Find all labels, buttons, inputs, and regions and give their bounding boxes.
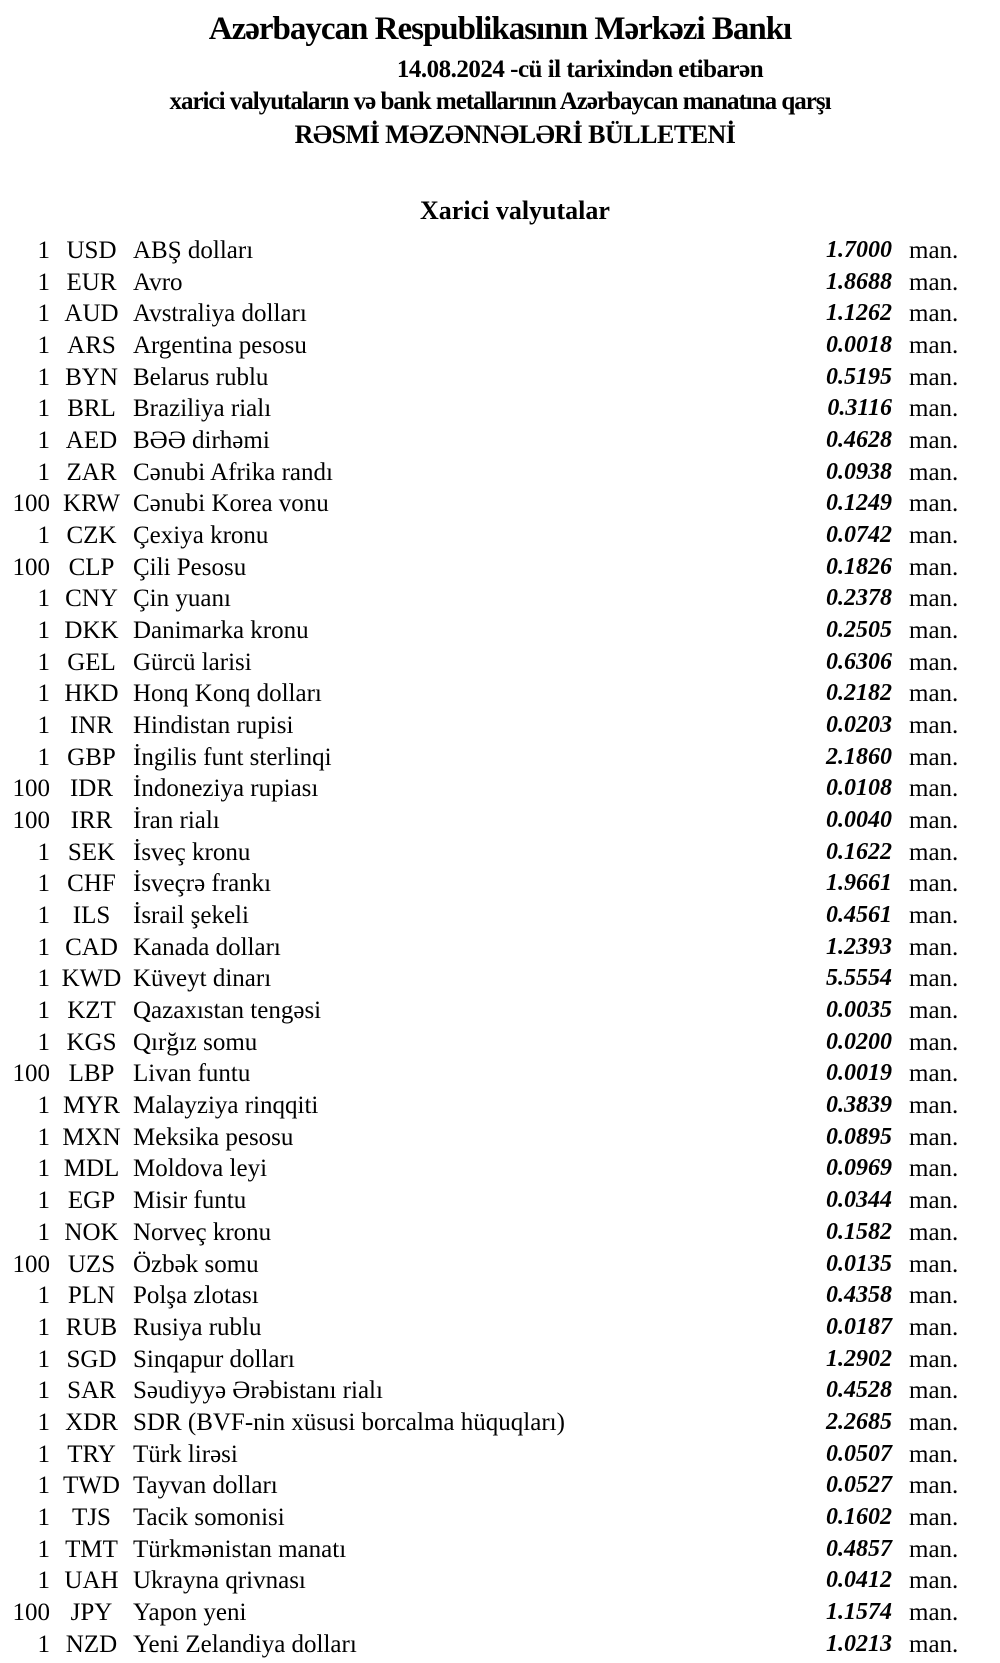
rate-value: 0.0035 [826,997,892,1024]
rate-row [0,1058,1000,1090]
rate-row [0,1090,1000,1122]
rate-value: 0.0344 [826,1187,892,1214]
currency-code: BRL [67,395,116,423]
rate-unit: man. [909,1282,959,1310]
currency-name: BƏƏ dirhəmi [133,427,270,455]
currency-name: Tacik somonisi [133,1503,285,1531]
rate-row [0,488,1000,520]
rate-row [0,1217,1000,1249]
currency-name: Honq Konq dolları [133,680,322,708]
currency-code: TRY [67,1440,116,1468]
rate-row [0,1565,1000,1597]
currency-code: MYR [63,1092,120,1120]
rate-row [0,457,1000,489]
currency-name: Qırğız somu [133,1028,258,1056]
rate-row [0,710,1000,742]
rate-unit: man. [909,395,959,423]
currency-code: RUB [65,1313,118,1341]
rate-row [0,1375,1000,1407]
rate-value: 0.3839 [826,1092,892,1119]
rate-unit: man. [909,870,959,898]
rate-unit: man. [909,933,959,961]
rate-value: 0.0135 [826,1250,892,1277]
currency-name: Çexiya kronu [133,522,269,550]
rate-value: 0.1249 [826,490,892,517]
currency-code: MDL [63,1155,120,1183]
bulletin-header [0,0,1000,151]
bank-title: Azərbaycan Respublikasının Mərkəzi Bankı [208,11,792,47]
rate-value: 0.0507 [826,1440,892,1467]
rate-value: 0.1602 [826,1503,892,1530]
currency-name: İsveç kronu [133,838,251,866]
rate-value: 0.0108 [826,775,892,802]
rate-unit: man. [909,680,959,708]
rate-quantity: 1 [37,965,50,993]
currency-name: İsrail şekeli [133,902,249,930]
currency-name: Livan funtu [133,1060,251,1088]
rate-row [0,773,1000,805]
rate-unit: man. [909,1250,959,1278]
rate-row [0,678,1000,710]
currency-code: XDR [65,1408,118,1436]
rate-value: 0.0938 [826,458,892,485]
rate-value: 2.2685 [826,1408,892,1435]
currency-name: Avro [133,268,183,296]
currency-name: Moldova leyi [133,1155,268,1183]
rate-value: 0.2182 [826,680,892,707]
currency-code: CAD [65,933,118,961]
rate-unit: man. [909,300,959,328]
rate-unit: man. [909,268,959,296]
currency-code: BYN [65,363,118,391]
rate-unit: man. [909,1028,959,1056]
currency-name: Yeni Zelandiya dolları [133,1630,357,1658]
currency-name: Ukrayna qrivnası [133,1567,306,1595]
currency-code: ILS [72,902,111,930]
rate-unit: man. [909,807,959,835]
rates-table [0,235,1000,1660]
rate-unit: man. [909,1598,959,1626]
rate-unit: man. [909,1630,959,1658]
rate-value: 5.5554 [826,965,892,992]
rate-row [0,1439,1000,1471]
rate-quantity: 1 [37,1472,50,1500]
rate-quantity: 1 [37,363,50,391]
rate-value: 0.4528 [826,1377,892,1404]
currency-name: Küveyt dinarı [133,965,272,993]
rate-row [0,552,1000,584]
currency-code: TWD [63,1472,120,1500]
rate-row [0,1629,1000,1661]
rate-row [0,1502,1000,1534]
rate-unit: man. [909,1535,959,1563]
rate-quantity: 1 [37,585,50,613]
rate-row [0,900,1000,932]
rate-row [0,932,1000,964]
rate-unit: man. [909,522,959,550]
currency-code: ARS [67,332,116,360]
rate-row [0,583,1000,615]
rate-unit: man. [909,1408,959,1436]
rate-value: 0.2378 [826,585,892,612]
rate-quantity: 1 [37,1377,50,1405]
currency-code: GBP [67,743,116,771]
rate-quantity: 1 [37,1092,50,1120]
rate-unit: man. [909,363,959,391]
rate-unit: man. [909,1567,959,1595]
rate-row [0,1153,1000,1185]
currency-code: LBP [68,1060,115,1088]
currency-name: Hindistan rupisi [133,712,294,740]
currency-name: Gürcü larisi [133,648,252,676]
currency-code: CZK [66,522,117,550]
rate-unit: man. [909,1155,959,1183]
rate-value: 0.0412 [826,1567,892,1594]
rate-unit: man. [909,1503,959,1531]
rate-quantity: 1 [37,1218,50,1246]
rate-unit: man. [909,648,959,676]
rate-row [0,1534,1000,1566]
rate-value: 1.7000 [826,237,892,263]
rate-value: 1.1262 [826,300,892,327]
rate-quantity: 1 [37,1630,50,1658]
currency-name: Polşa zlotası [133,1282,259,1310]
rate-row [0,1249,1000,1281]
rate-quantity: 1 [37,458,50,486]
currency-name: Çin yuanı [133,585,231,613]
currency-name: Norveç kronu [133,1218,272,1246]
rate-quantity: 1 [37,1503,50,1531]
rate-quantity: 1 [37,332,50,360]
rate-quantity: 1 [37,617,50,645]
currency-code: INR [69,712,114,740]
rate-row [0,425,1000,457]
currency-name: Səudiyyə Ərəbistanı rialı [133,1377,383,1405]
currency-code: KWD [61,965,122,993]
currency-code: SGD [66,1345,117,1373]
rate-value: 0.0040 [826,807,892,834]
currency-name: Belarus rublu [133,363,269,391]
rate-unit: man. [909,553,959,581]
currency-name: Malayziya rinqqiti [133,1092,319,1120]
rate-quantity: 1 [37,933,50,961]
rate-value: 1.2902 [826,1345,892,1372]
rate-row [0,1597,1000,1629]
rate-quantity: 1 [37,902,50,930]
currency-code: NOK [64,1218,119,1246]
rate-row [0,1122,1000,1154]
bulletin-subtitle: xarici valyutaların və bank metallarının Azərbaycan manatına qarşı [169,88,831,115]
bulletin-title: RƏSMİ MƏZƏNNƏLƏRİ BÜLLETENİ [294,120,736,149]
effective-date-line: 14.08.2024 -cü il tarixindən etibarən [396,56,764,83]
rate-value: 0.0187 [826,1313,892,1340]
rate-value: 0.0019 [826,1060,892,1087]
rate-quantity: 1 [37,1345,50,1373]
rate-unit: man. [909,332,959,360]
rate-unit: man. [909,617,959,645]
rate-quantity: 1 [37,237,50,264]
rate-unit: man. [909,237,959,264]
rate-row [0,393,1000,425]
currency-code: HKD [64,680,119,708]
currency-code: NZD [65,1630,118,1658]
rate-unit: man. [909,1092,959,1120]
currency-code: KZT [67,997,116,1025]
rate-unit: man. [909,965,959,993]
currency-code: UAH [64,1567,119,1595]
currency-code: KRW [63,490,120,518]
rate-value: 0.1582 [826,1218,892,1245]
currency-name: Tayvan dolları [133,1472,278,1500]
rate-quantity: 1 [37,300,50,328]
currency-code: JPY [70,1598,113,1626]
currency-name: Çili Pesosu [133,553,247,581]
rate-row [0,868,1000,900]
rate-value: 2.1860 [826,743,892,770]
currency-name: Yapon yeni [133,1598,247,1626]
rate-value: 0.0018 [826,332,892,359]
currency-code: ZAR [66,458,117,486]
rate-quantity: 1 [37,1282,50,1310]
rate-quantity: 100 [12,490,50,518]
currency-name: Cənubi Korea vonu [133,490,329,518]
rate-quantity: 1 [37,395,50,423]
rate-unit: man. [909,1313,959,1341]
rate-quantity: 1 [37,1408,50,1436]
rate-row [0,615,1000,647]
rate-row [0,298,1000,330]
currency-code: TJS [72,1503,111,1531]
currency-code: MXN [62,1123,121,1151]
rate-value: 0.5195 [826,363,892,390]
rate-unit: man. [909,1060,959,1088]
rate-row [0,330,1000,362]
rate-unit: man. [909,775,959,803]
rate-quantity: 1 [37,1440,50,1468]
section-title-foreign-currencies: Xarici valyutalar [420,196,610,225]
rate-row [0,520,1000,552]
currency-name: Meksika pesosu [133,1123,294,1151]
rate-quantity: 1 [37,870,50,898]
rate-value: 0.0742 [826,522,892,549]
rate-quantity: 1 [37,1155,50,1183]
currency-code: IDR [69,775,114,803]
rate-unit: man. [909,458,959,486]
rate-value: 0.4628 [826,427,892,454]
rate-quantity: 1 [37,997,50,1025]
currency-name: ABŞ dolları [133,237,254,264]
currency-code: USD [66,237,117,264]
rate-quantity: 1 [37,838,50,866]
rate-unit: man. [909,1345,959,1373]
rate-row [0,742,1000,774]
rate-quantity: 1 [37,522,50,550]
rate-quantity: 1 [37,1313,50,1341]
rate-row [0,1280,1000,1312]
rate-quantity: 1 [37,1187,50,1215]
rate-row [0,267,1000,299]
rate-unit: man. [909,1218,959,1246]
rate-unit: man. [909,997,959,1025]
rate-value: 1.1574 [826,1598,892,1625]
rate-value: 0.0203 [826,712,892,739]
rate-unit: man. [909,1440,959,1468]
currency-code: AED [65,427,118,455]
rate-value: 1.2393 [826,933,892,960]
rate-value: 0.0969 [826,1155,892,1182]
currency-name: İndoneziya rupiası [133,775,319,803]
currency-name: Rusiya rublu [133,1313,262,1341]
currency-code: UZS [67,1250,116,1278]
rate-unit: man. [909,427,959,455]
rate-unit: man. [909,585,959,613]
currency-code: EUR [66,268,117,296]
currency-name: Argentina pesosu [133,332,307,360]
rate-unit: man. [909,1472,959,1500]
rate-quantity: 100 [12,553,50,581]
currency-name: Sinqapur dolları [133,1345,295,1373]
currency-code: GEL [67,648,116,676]
rate-quantity: 1 [37,268,50,296]
currency-code: AUD [64,300,119,328]
rate-value: 0.3116 [827,395,892,422]
currency-name: Kanada dolları [133,933,281,961]
rate-value: 1.8688 [826,268,892,295]
rate-unit: man. [909,1123,959,1151]
rate-unit: man. [909,1377,959,1405]
rate-quantity: 1 [37,1535,50,1563]
rate-row [0,1185,1000,1217]
rate-row [0,1312,1000,1344]
rate-quantity: 100 [12,1598,50,1626]
rate-value: 0.6306 [826,648,892,675]
rate-quantity: 1 [37,1028,50,1056]
currency-name: İsveçrə frankı [133,870,272,898]
rate-quantity: 100 [12,1060,50,1088]
rate-unit: man. [909,490,959,518]
rate-row [0,1344,1000,1376]
rate-quantity: 1 [37,743,50,771]
rate-unit: man. [909,743,959,771]
rate-row [0,1407,1000,1439]
rate-value: 0.4857 [826,1535,892,1562]
rate-unit: man. [909,838,959,866]
currency-name: Qazaxıstan tengəsi [133,997,322,1025]
currency-name: İran rialı [133,807,220,835]
rate-quantity: 1 [37,1567,50,1595]
rate-quantity: 1 [37,680,50,708]
currency-name: Danimarka kronu [133,617,309,645]
rate-row [0,1470,1000,1502]
rate-quantity: 1 [37,648,50,676]
rate-quantity: 1 [37,712,50,740]
rate-value: 0.0200 [826,1028,892,1055]
rate-quantity: 1 [37,1123,50,1151]
rate-value: 0.1622 [826,838,892,865]
rate-row [0,362,1000,394]
currency-name: İngilis funt sterlinqi [133,743,332,771]
currency-code: DKK [64,617,119,645]
rate-value: 1.9661 [826,870,892,897]
rate-unit: man. [909,1187,959,1215]
currency-name: SDR (BVF-nin xüsusi borcalma hüquqları) [133,1408,565,1436]
rate-row [0,235,1000,267]
currency-code: TMT [65,1535,118,1563]
rate-value: 0.0527 [826,1472,892,1499]
rate-quantity: 100 [12,775,50,803]
currency-code: EGP [67,1187,116,1215]
rate-value: 0.1826 [826,553,892,580]
rate-row [0,963,1000,995]
currency-name: Misir funtu [133,1187,247,1215]
rate-value: 0.4561 [826,902,892,929]
currency-code: CHF [67,870,116,898]
rate-value: 0.2505 [826,617,892,644]
currency-name: Avstraliya dolları [133,300,307,328]
rate-unit: man. [909,902,959,930]
currency-code: PLN [67,1282,116,1310]
currency-code: CNY [65,585,118,613]
currency-name: Braziliya rialı [133,395,272,423]
currency-code: SEK [67,838,116,866]
rate-value: 0.0895 [826,1123,892,1150]
rate-value: 1.0213 [826,1630,892,1657]
rate-row [0,647,1000,679]
rate-value: 0.4358 [826,1282,892,1309]
currency-name: Özbək somu [133,1250,259,1278]
currency-code: KGS [66,1028,117,1056]
rate-row [0,837,1000,869]
rate-quantity: 100 [12,1250,50,1278]
currency-code: IRR [70,807,113,835]
rate-quantity: 1 [37,427,50,455]
rate-row [0,995,1000,1027]
currency-code: SAR [67,1377,116,1405]
currency-name: Cənubi Afrika randı [133,458,333,486]
rate-row [0,1027,1000,1059]
currency-name: Türkmənistan manatı [133,1535,347,1563]
rate-quantity: 100 [12,807,50,835]
rate-unit: man. [909,712,959,740]
currency-code: CLP [68,553,115,581]
currency-name: Türk lirəsi [133,1440,238,1468]
rate-row [0,805,1000,837]
